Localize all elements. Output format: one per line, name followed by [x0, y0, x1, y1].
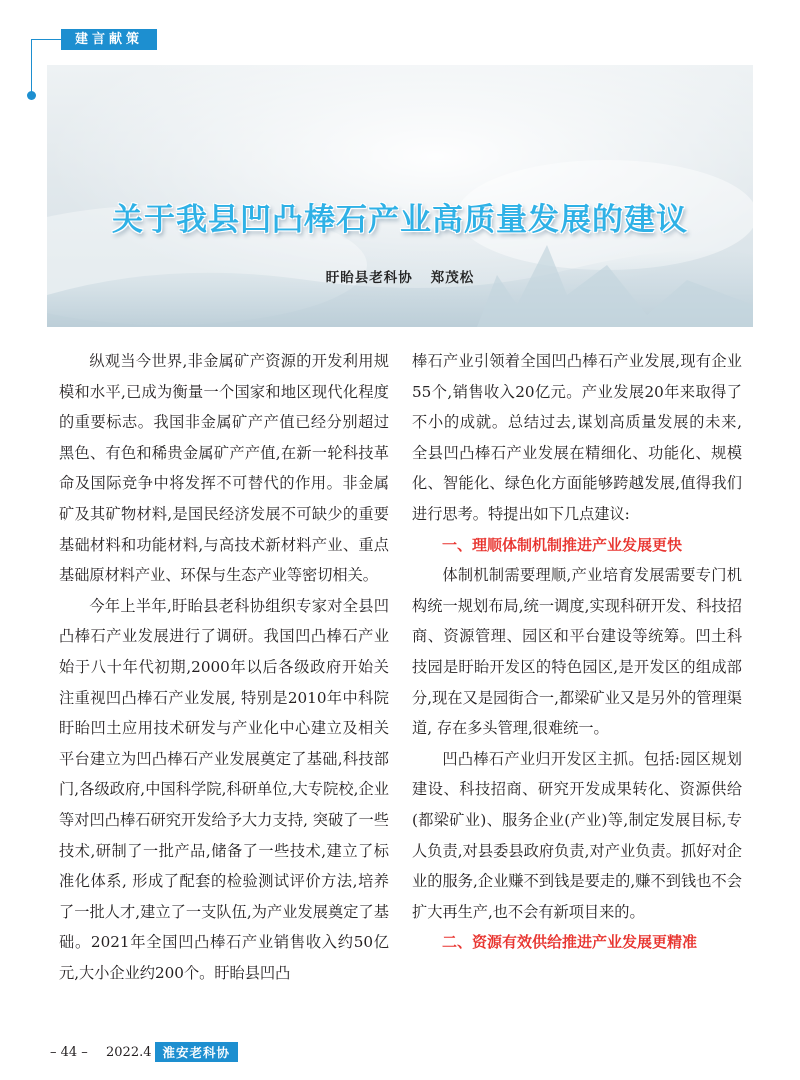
byline-author: 郑茂松 — [430, 270, 475, 286]
section-heading-1: 一、理顺体制机制推进产业发展更快 — [442, 535, 683, 554]
page-footer — [50, 1042, 238, 1062]
page-number: – 44 – — [50, 1044, 88, 1060]
section-dot — [27, 91, 36, 100]
article-title: 关于我县凹凸棒石产业高质量发展的建议 — [112, 202, 688, 238]
right-column — [412, 346, 742, 958]
paragraph: 体制机制需要理顺,产业培育发展需要专门机构统一规划布局,统一调度,实现科研开发、科技招商、资源管理、园区和平台建设等统筹。凹土科技园是盱眙开发区的特色园区,是开发区的组成部分,现在又是园街合一,都梁矿业又是另外的管理渠道, 存在多头管理,很难统一。 — [412, 566, 742, 738]
paragraph-continued: 棒石产业引领着全国凹凸棒石产业发展,现有企业55个,销售收入20亿元。产业发展20年来取得了不小的成就。总结过去,谋划高质量发展的未来, 全县凹凸棒石产业发展在精细化、功能化、规模化、智能化、绿色化方面能够跨越发展,值得我们进行思考。特提出如下几点建议: — [412, 352, 742, 523]
byline-organization: 盱眙县老科协 — [325, 270, 413, 286]
left-column — [59, 346, 389, 988]
section-tab: 建言献策 — [61, 29, 157, 50]
paragraph: 凹凸棒石产业归开发区主抓。包括:园区规划建设、科技招商、研究开发成果转化、资源供给(都梁矿业)、服务企业(产业)等,制定发展目标,专人负责,对县委县政府负责,对产业负责。抓好对企业的服务,企业赚不到钱是要走的,赚不到钱也不会扩大再生产,也不会有新项目来的。 — [412, 749, 742, 921]
journal-name: 淮安老科协 — [155, 1042, 239, 1062]
section-rule — [31, 39, 61, 40]
paragraph: 纵观当今世界,非金属矿产资源的开发利用规模和水平,已成为衡量一个国家和地区现代化程度的重要标志。我国非金属矿产产值已经分别超过黑色、有色和稀贵金属矿产产值,在新一轮科技革命及国际竞争中将发挥不可替代的作用。非金属矿及其矿物材料,是国民经济发展不可缺少的重要基础材料和功能材料,与高技术新材料产业、重点基础原材料产业、环保与生态产业等密切相关。 — [59, 352, 389, 585]
issue-number: 2022.4 — [106, 1044, 152, 1060]
byline — [47, 266, 753, 286]
title-banner — [47, 65, 753, 327]
section-heading-2: 二、资源有效供给推进产业发展更精准 — [442, 933, 698, 952]
paragraph: 今年上半年,盱眙县老科协组织专家对全县凹凸棒石产业发展进行了调研。我国凹凸棒石产业始于八十年代初期,2000年以后各级政府开始关注重视凹凸棒石产业发展, 特别是2010年中科院盱眙凹土应用技术研发与产业化中心建立及相关平台建立为凹凸棒石产业发展奠定了基础,科技部门,各级政府,中国科学院,科研单位,大专院校,企业等对凹凸棒石研究开发给予大力支持, 突破了一些技术,研制了一批产品,储备了一些技术,建立了标准化体系, 形成了配套的检验测试评价方法,培养了一批人才,建立了一支队伍,为产业发展奠定了基础。2021年全国凹凸棒石产业销售收入约50亿元,大小企业约200个。盱眙县凹凸 — [59, 596, 389, 982]
section-rule-vertical — [31, 39, 32, 95]
